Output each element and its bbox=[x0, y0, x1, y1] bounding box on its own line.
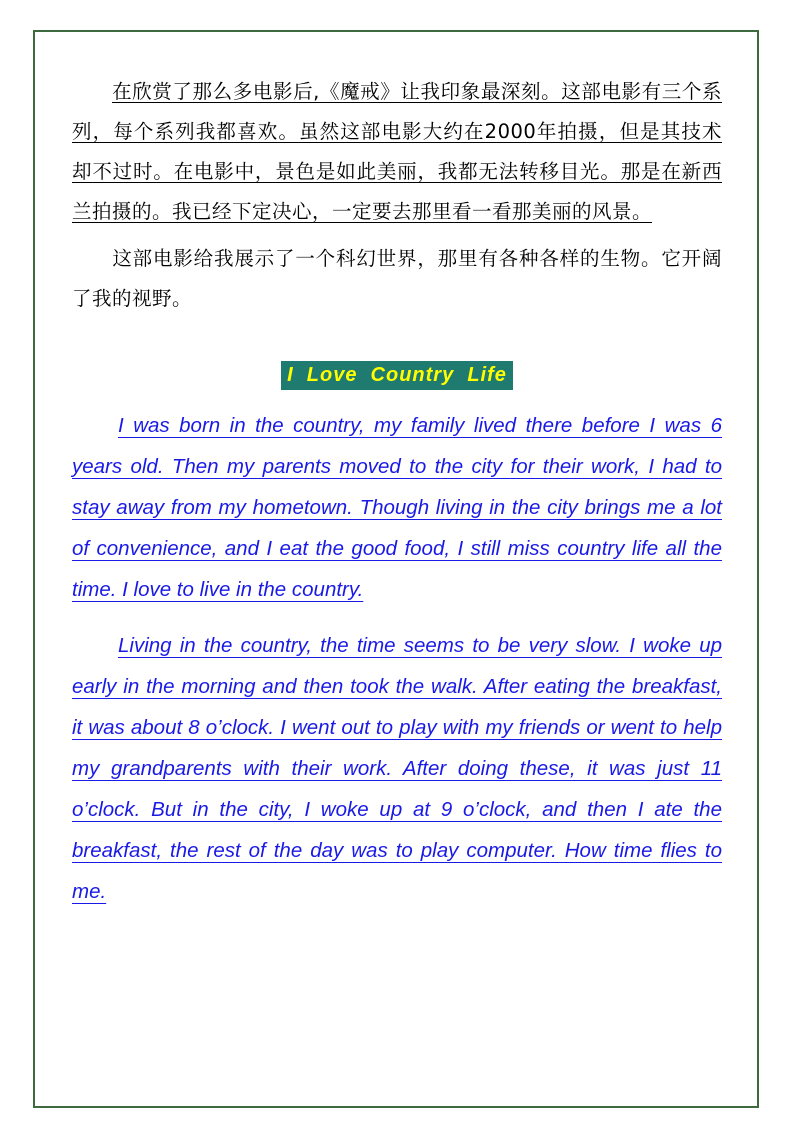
chinese-paragraph-1 bbox=[72, 72, 722, 232]
english-paragraph-1-text: I was born in the country, my family lived there before I was 6 years old. Then my parents moved to the city for their work, I had to stay away from my hometown. Though living in the city brings me a lot of convenience, and I eat the good food, I still miss country life all the time. I love to live in the country. bbox=[72, 414, 722, 601]
english-paragraph-1 bbox=[72, 405, 722, 610]
chinese-paragraph-2-text: 这部电影给我展示了一个科幻世界，那里有各种各样的生物。它开阔了我的视野。 bbox=[72, 247, 722, 310]
chinese-paragraph-2 bbox=[72, 239, 722, 319]
page-title: I Love Country Life bbox=[281, 361, 513, 390]
chinese-paragraph-1-text: 在欣赏了那么多电影后,《魔戒》让我印象最深刻。这部电影有三个系列，每个系列我都喜欢。虽然这部电影大约在2000年拍摄，但是其技术却不过时。在电影中，景色是如此美丽，我都无法转移目光。那是在新西兰拍摄的。我已经下定决心，一定要去那里看一看那美丽的风景。 bbox=[72, 80, 722, 223]
english-paragraph-2 bbox=[72, 625, 722, 912]
document-content bbox=[72, 72, 722, 912]
english-paragraph-2-text: Living in the country, the time seems to be very slow. I woke up early in the morning and then took the walk. After eating the breakfast, it was about 8 o’clock. I went out to play with my friends or went to help my grandparents with their work. After doing these, it was just 11 o’clock. But in the city, I woke up at 9 o’clock, and then I ate the breakfast, the rest of the day was to play computer. How time flies to me. bbox=[72, 634, 722, 903]
title-container bbox=[72, 361, 722, 390]
